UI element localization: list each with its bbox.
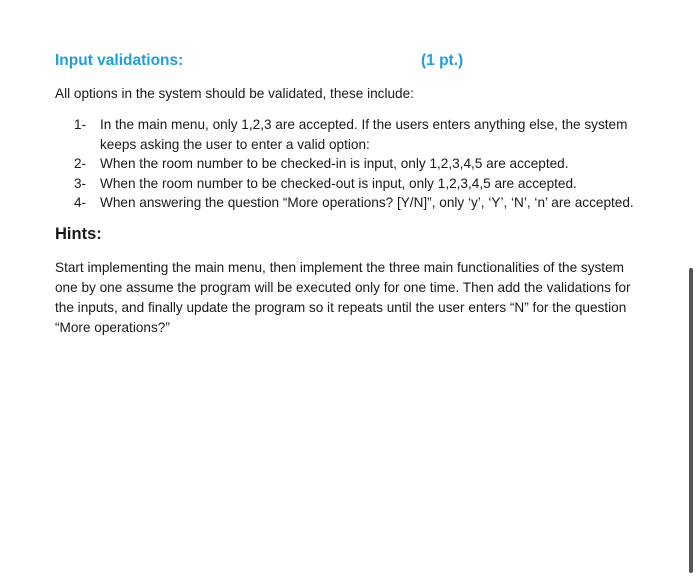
section-points: (1 pt.): [421, 52, 464, 69]
section-title: Input validations:: [55, 52, 184, 69]
section-heading: [55, 52, 495, 74]
intro-text: All options in the system should be validated, these include:: [55, 86, 414, 101]
list-item-number: 4-: [74, 195, 87, 210]
list-item-text: In the main menu, only 1,2,3 are accepted. If the users enters anything else, the system keeps asking the user to enter a valid option:: [100, 117, 628, 152]
list-item-text: When the room number to be checked-in is input, only 1,2,3,4,5 are accepted.: [100, 156, 569, 171]
list-item: [74, 115, 654, 154]
list-item-number: 3-: [74, 175, 87, 191]
hints-body: Start implementing the main menu, then implement the three main functionalities of the system one by one assume the program will be executed only for one time. Then add the validations for the inputs, and finally update the program so it repeats until the user enters “N” for the question “More operations?”: [55, 260, 631, 335]
list-item-text: When the room number to be checked-out is input, only 1,2,3,4,5 are accepted.: [100, 175, 577, 191]
list-item: [74, 193, 654, 213]
list-item: [74, 174, 654, 194]
scrollbar[interactable]: [689, 268, 693, 573]
hints-title: Hints:: [55, 225, 102, 243]
list-item-text: When answering the question “More operations? [Y/N]”, only ‘y’, ‘Y’, ‘N’, ‘n’ are accepted.: [100, 195, 634, 210]
list-item-number: 2-: [74, 156, 87, 171]
list-item: [74, 154, 654, 174]
requirements-list: [74, 115, 654, 213]
list-item-number: 1-: [74, 117, 87, 132]
